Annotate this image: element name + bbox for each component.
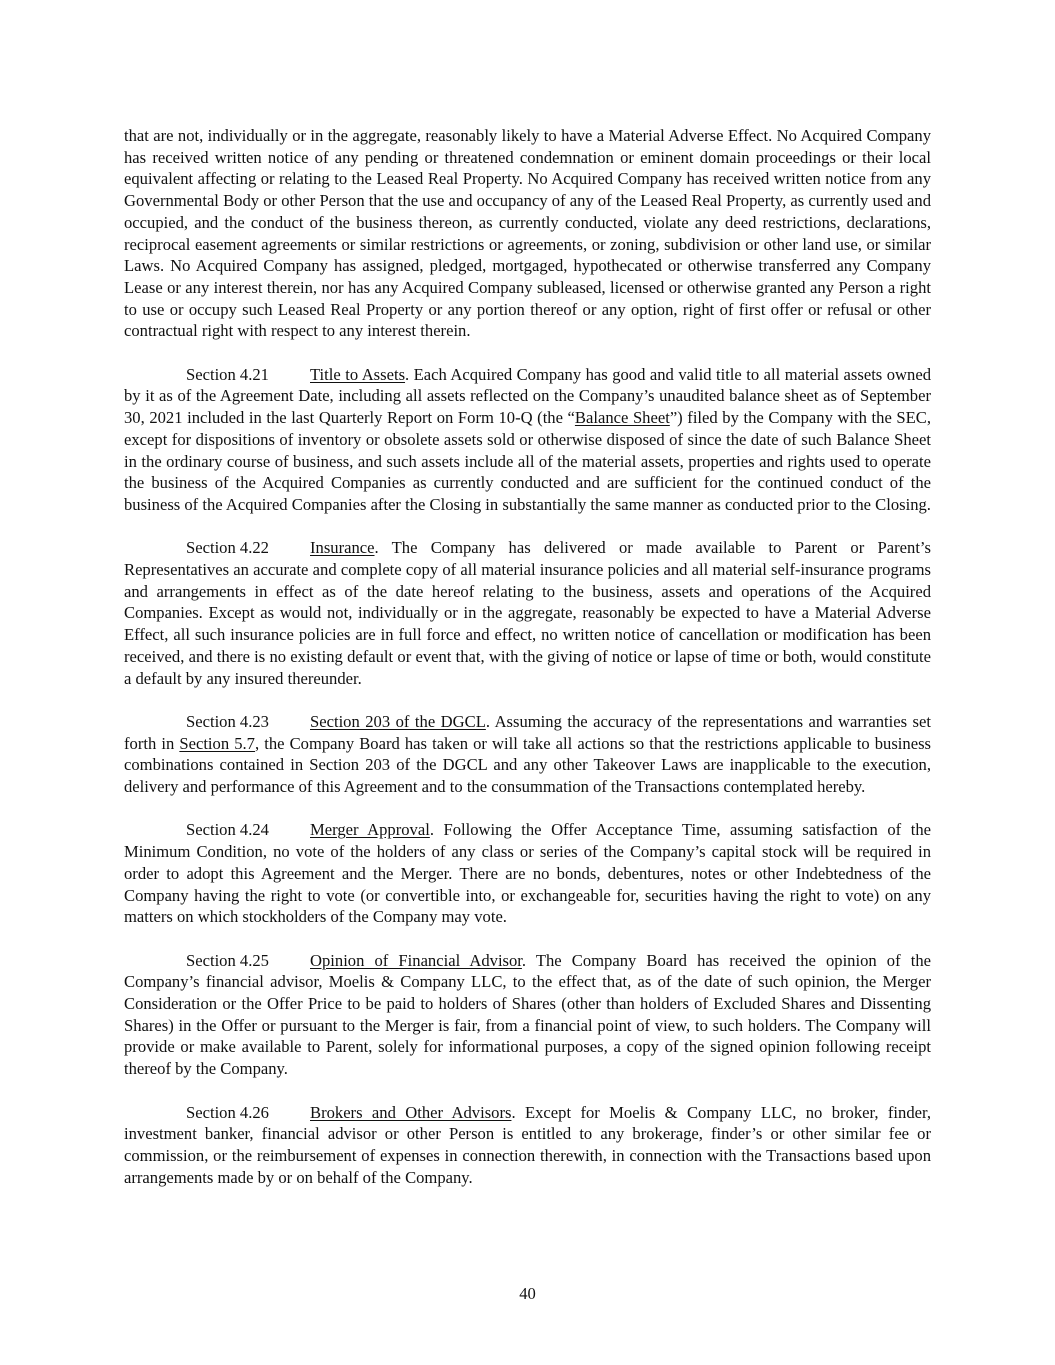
section-4-25 <box>124 950 931 1080</box>
defined-term: Balance Sheet <box>574 408 670 428</box>
section-text: . Each Acquired Company has good and valid title to all material assets owned by it as of the Agreement Date, including all assets reflected on the Company’s unaudited balance sheet as of September 30, 2021 included in the last Quarterly Report on Form 10-Q (the “ <box>124 364 931 428</box>
section-number: Section 4.21 <box>186 364 269 384</box>
page-number: 40 <box>519 1284 536 1303</box>
section-title: Section 203 of the DGCL <box>310 711 486 731</box>
section-4-26 <box>124 1102 931 1189</box>
section-number: Section 4.24 <box>186 820 269 840</box>
section-4-24 <box>124 819 931 928</box>
document-page <box>124 125 931 1210</box>
section-title: Merger Approval <box>310 820 430 840</box>
section-text: . Assuming the accuracy of the representations and warranties set forth in <box>124 711 931 753</box>
section-number: Section 4.23 <box>186 711 269 731</box>
cross-reference: Section 5.7 <box>179 733 255 753</box>
section-text: . The Company Board has received the opinion of the Company’s financial advisor, Moelis & Company LLC, to the effect that, as of the date of such opinion, the Merger Consideration or the Offer Price to be paid to holders of Shares (other than holders of Excluded Shares and Dissenting Shares) in the Offer or pursuant to the Merger is fair, from a financial point of view, to such holders. The Company will provide or make available to Parent, solely for informational purposes, a copy of the signed opinion following receipt thereof by the Company. <box>124 950 931 1079</box>
section-4-22 <box>124 537 931 689</box>
section-4-23 <box>124 711 931 798</box>
section-text: . Except for Moelis & Company LLC, no broker, finder, investment banker, financial advisor or other Person is entitled to any brokerage, finder’s or other similar fee or commission, or the reimbursement of expenses in connection therewith, in connection with the Transactions based upon arrangements made by or on behalf of the Company. <box>124 1102 931 1187</box>
section-number: Section 4.25 <box>186 950 269 970</box>
section-text: , the Company Board has taken or will take all actions so that the restrictions applicable to business combinations contained in Section 203 of the DGCL and any other Takeover Laws are inapplicable to the execution, delivery and performance of this Agreement and to the consummation of the Transactions contemplated hereby. <box>124 733 931 797</box>
section-text: . Following the Offer Acceptance Time, assuming satisfaction of the Minimum Condition, no vote of the holders of any class or series of the Company’s capital stock will be required in order to adopt this Agreement and the Merger. There are no bonds, debentures, notes or other Indebtedness of the Company having the right to vote (or convertible into, or exchangeable for, securities having the right to vote) on any matters on which stockholders of the Company may vote. <box>124 820 931 927</box>
section-4-21 <box>124 364 931 516</box>
section-title: Opinion of Financial Advisor <box>310 950 522 970</box>
section-number: Section 4.22 <box>186 538 269 558</box>
section-number: Section 4.26 <box>186 1102 269 1122</box>
section-title: Title to Assets <box>310 364 406 384</box>
section-text: . The Company has delivered or made available to Parent or Parent’s Representatives an accurate and complete copy of all material insurance policies and all material self-insurance programs and arrangements in effect as of the date hereof relating to the business, assets and operations of the Acquired Companies. Except as would not, individually or in the aggregate, reasonably be expected to have a Material Adverse Effect, all such insurance policies are in full force and effect, no written notice of cancellation or modification has been received, and there is no existing default or event that, with the giving of notice or lapse of time or both, would constitute a default by any insured thereunder. <box>124 538 931 688</box>
section-title: Insurance <box>310 538 375 558</box>
section-title: Brokers and Other Advisors <box>310 1102 512 1122</box>
section-text: ”) filed by the Company with the SEC, except for dispositions of inventory or obsolete assets sold or otherwise disposed of since the date of such Balance Sheet in the ordinary course of business, and such assets include all of the material assets, properties and rights used to operate the business of the Acquired Companies as currently conducted and are sufficient for the continued conduct of the business of the Acquired Companies after the Closing in substantially the same manner as conducted prior to the Closing. <box>124 408 931 514</box>
continuation-paragraph: that are not, individually or in the aggregate, reasonably likely to have a Material Adverse Effect. No Acquired Company has received written notice of any pending or threatened condemnation or eminent domain proceedings or their local equivalent affecting or relating to the Leased Real Property. No Acquired Company has received written notice from any Governmental Body or other Person that the use and occupancy of any of the Leased Real Property, as currently used and occupied, and the conduct of the business thereon, as currently conducted, violate any deed restrictions, declarations, reciprocal easement agreements or similar restrictions or agreements, or zoning, subdivision or other land use, or similar Laws. No Acquired Company has assigned, pledged, mortgaged, hypothecated or otherwise transferred any Company Lease or any interest therein, nor has any Acquired Company subleased, licensed or otherwise granted any Person a right to use or occupy such Leased Real Property or any portion thereof or any option, right of first offer or refusal or other contractual right with respect to any interest therein. <box>124 126 931 341</box>
